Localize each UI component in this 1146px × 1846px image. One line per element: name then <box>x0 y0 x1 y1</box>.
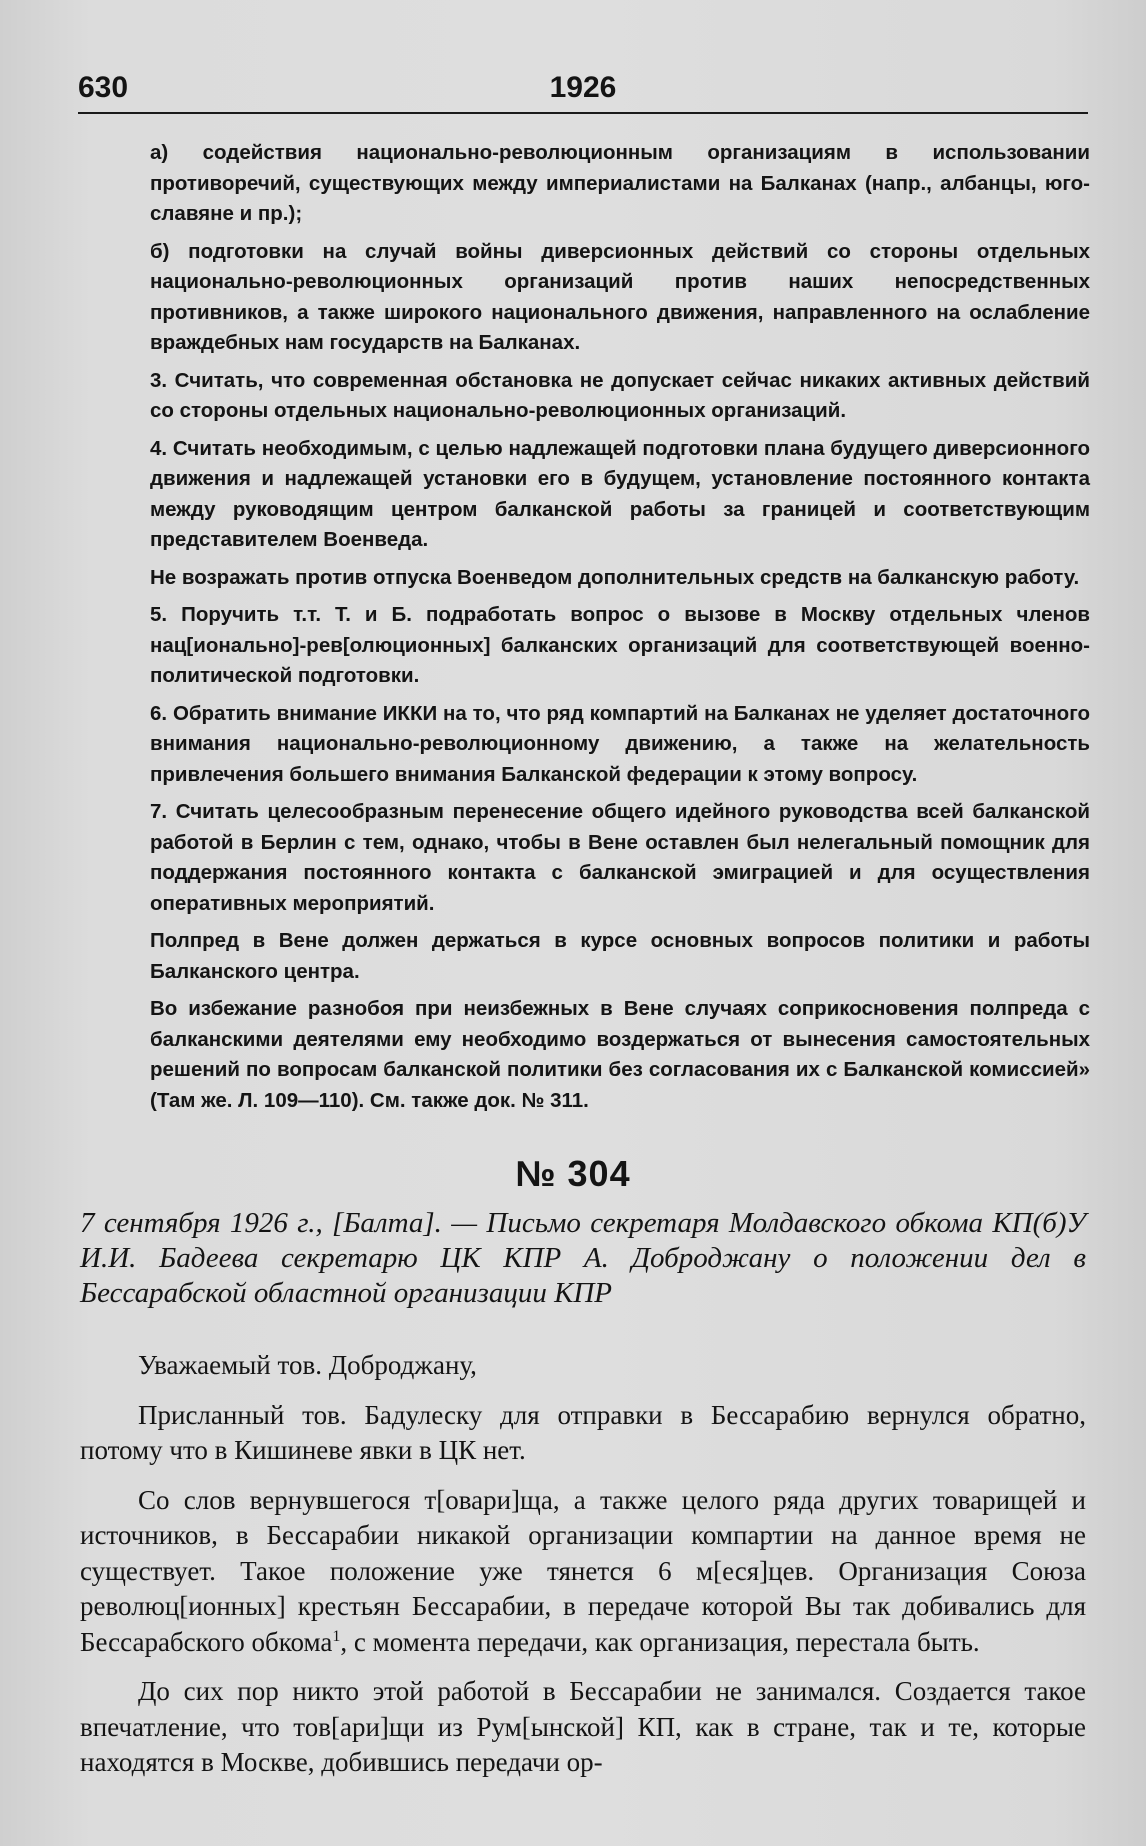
running-head-year: 1926 <box>549 71 617 104</box>
document-number: № 304 <box>515 1153 631 1194</box>
note-paragraph: б) подготовки на случай войны диверсионных действий со стороны отдельных национально-революционных организаций против наших непосредственных противников, а также широкого национального движения, направленного на ослабление враждебных нам государств на Балканах. <box>150 239 1090 354</box>
note-paragraph: 4. Считать необходимым, с целью надлежащей подготовки плана будущего диверсионного движения и надлежащей установки его в будущем, установление постоянного контакта между руководящим центром балканской работы за границей и соответствующим представителем Военведа. <box>150 436 1090 551</box>
note-paragraph: Не возражать против отпуска Военведом дополнительных средств на балканскую работу. <box>150 565 1080 589</box>
body-paragraph-text: Со слов вернувшегося т[овари]ща, а также целого ряда других товарищей и источников, в Бессарабии никакой организации компартии на данное время не существует. Такое положение уже тянется 6 м[еся]цев. Организация Союза революц[ионных] крестьян Бессарабии, в передаче которой Вы так добивались для Бессарабского обкома <box>80 1484 1086 1657</box>
letter-body <box>80 1348 1086 1795</box>
footnote-block <box>150 138 1090 1123</box>
note-paragraph: 6. Обратить внимание ИККИ на то, что ряд компартий на Балканах не уделяет достаточного внимания национально-революционному движению, а также на желательность привлечения большего внимания Балканской федерации к этому вопросу. <box>150 701 1090 786</box>
body-paragraph-text: , с момента передачи, как организация, перестала быть. <box>340 1626 980 1657</box>
body-paragraph <box>80 1483 1086 1661</box>
document-title <box>80 1206 1086 1311</box>
body-paragraph: Присланный тов. Бадулеску для отправки в Бессарабию вернулся обратно, потому что в Кишиневе явки в ЦК нет. <box>80 1399 1086 1465</box>
document-title-text: 7 сентября 1926 г., [Балта]. — Письмо секретаря Молдавского обкома КП(б)У И.И. Бадеева секретарю ЦК КПР А. Доброджану о положении дел в Бессарабской областной организации КПР <box>80 1207 1086 1309</box>
note-paragraph: 5. Поручить т.т. Т. и Б. подработать вопрос о вызове в Москву отдельных членов нац[ионально]-рев[олюционных] балканских организаций для соответствующей военно-политической подготовки. <box>150 603 1090 687</box>
running-head <box>78 68 1088 114</box>
note-paragraph: Во избежание разнобоя при неизбежных в Вене случаях соприкосновения полпреда с балканскими деятелями ему необходимо воздержаться от вынесения самостоятельных решений по вопросам балканской политики без согласования их с Балканской комиссией» (Там же. Л. 109—110). См. также док. № 311. <box>150 997 1090 1112</box>
note-paragraph: 3. Считать, что современная обстановка не допускает сейчас никаких активных действий со стороны отдельных национально-революционных организаций. <box>150 368 1090 422</box>
page-number: 630 <box>78 71 129 104</box>
footnote-marker[interactable]: 1 <box>332 1627 341 1645</box>
salutation: Уважаемый тов. Доброджану, <box>138 1350 477 1380</box>
note-paragraph: а) содействия национально-революционным организациям в использовании противоречий, существующих между империалистами на Балканах (напр., албанцы, юго-славяне и пр.); <box>150 141 1090 225</box>
note-paragraph: 7. Считать целесообразным перенесение общего идейного руководства всей балканской работой в Берлин с тем, однако, чтобы в Вене оставлен был нелегальный помощник для поддержания постоянного контакта с балканской эмиграцией и для осуществления оперативных мероприятий. <box>150 800 1090 915</box>
note-paragraph: Полпред в Вене должен держаться в курсе основных вопросов политики и работы Балканского центра. <box>150 929 1090 983</box>
body-paragraph: До сих пор никто этой работой в Бессарабии не занимался. Создается такое впечатление, что тов[ари]щи из Рум[ынской] КП, как в стране, так и те, которые находятся в Москве, добившись передачи ор- <box>80 1676 1086 1777</box>
